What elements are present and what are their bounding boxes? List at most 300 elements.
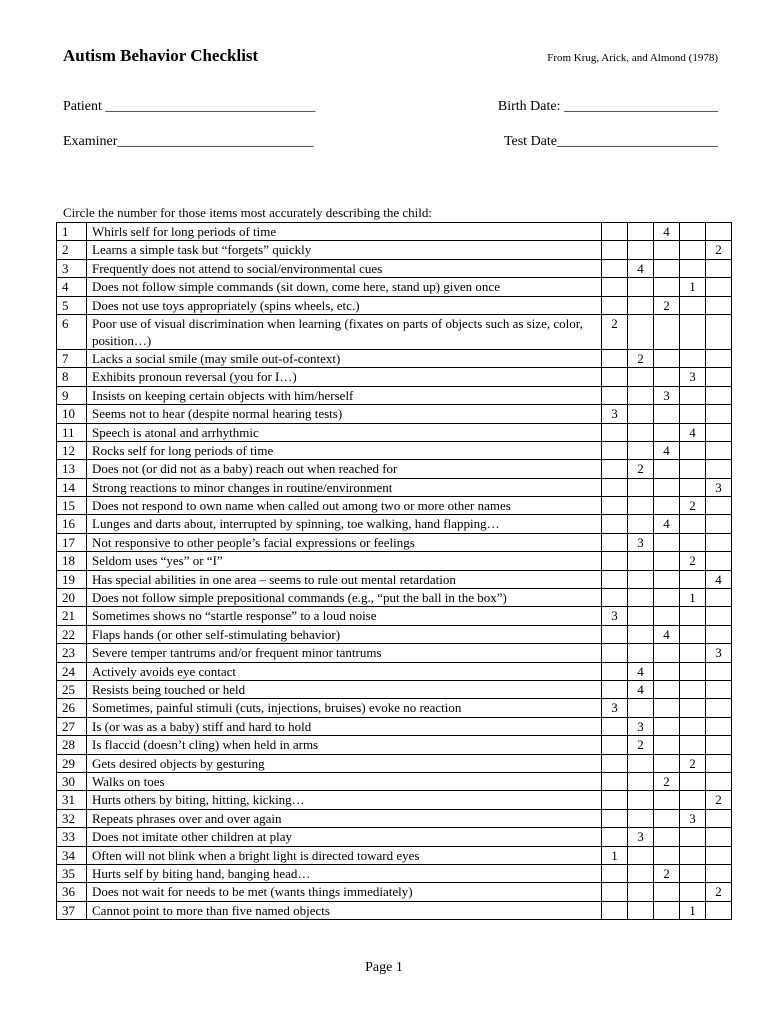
score-cell xyxy=(654,314,680,349)
score-cell xyxy=(654,552,680,570)
score-cell xyxy=(680,349,706,367)
item-number: 30 xyxy=(57,772,87,790)
checklist-row xyxy=(57,662,732,680)
score-cell xyxy=(628,883,654,901)
score-cell xyxy=(628,405,654,423)
score-cell xyxy=(680,680,706,698)
item-number: 3 xyxy=(57,259,87,277)
item-description: Hurts others by biting, hitting, kicking… xyxy=(87,791,602,809)
score-cell xyxy=(706,828,732,846)
checklist-row xyxy=(57,314,732,349)
score-cell xyxy=(680,460,706,478)
checklist-row xyxy=(57,644,732,662)
checklist-row xyxy=(57,589,732,607)
score-cell[interactable]: 1 xyxy=(680,589,706,607)
checklist-table xyxy=(56,222,732,920)
item-number: 8 xyxy=(57,368,87,386)
score-cell[interactable]: 1 xyxy=(602,846,628,864)
birth-date-field: Birth Date: ______________________ xyxy=(497,99,718,114)
score-cell xyxy=(602,662,628,680)
score-cell xyxy=(706,680,732,698)
score-cell[interactable]: 2 xyxy=(602,314,628,349)
checklist-row xyxy=(57,809,732,827)
score-cell xyxy=(680,386,706,404)
item-number: 12 xyxy=(57,441,87,459)
score-cell xyxy=(628,791,654,809)
score-cell[interactable]: 3 xyxy=(680,368,706,386)
score-cell xyxy=(602,589,628,607)
score-cell xyxy=(654,368,680,386)
score-cell xyxy=(706,625,732,643)
score-cell[interactable]: 4 xyxy=(628,680,654,698)
score-cell xyxy=(706,386,732,404)
score-cell xyxy=(602,901,628,919)
item-description: Not responsive to other people’s facial expressions or feelings xyxy=(87,533,602,551)
score-cell xyxy=(654,883,680,901)
score-cell xyxy=(654,828,680,846)
score-cell xyxy=(602,478,628,496)
item-description: Often will not blink when a bright light is directed toward eyes xyxy=(87,846,602,864)
item-number: 29 xyxy=(57,754,87,772)
score-cell[interactable]: 3 xyxy=(706,478,732,496)
score-cell xyxy=(706,864,732,882)
score-cell xyxy=(654,533,680,551)
score-cell[interactable]: 3 xyxy=(628,828,654,846)
item-number: 2 xyxy=(57,241,87,259)
checklist-row xyxy=(57,497,732,515)
item-description: Does not follow simple commands (sit down, come here, stand up) given once xyxy=(87,278,602,296)
checklist-row xyxy=(57,699,732,717)
item-number: 5 xyxy=(57,296,87,314)
score-cell xyxy=(706,223,732,241)
item-description: Does not (or did not as a baby) reach out when reached for xyxy=(87,460,602,478)
score-cell xyxy=(680,515,706,533)
checklist-row xyxy=(57,349,732,367)
checklist-row xyxy=(57,736,732,754)
score-cell[interactable]: 4 xyxy=(654,625,680,643)
item-number: 31 xyxy=(57,791,87,809)
score-cell xyxy=(680,259,706,277)
score-cell xyxy=(628,441,654,459)
item-description: Sometimes, painful stimuli (cuts, injections, bruises) evoke no reaction xyxy=(87,699,602,717)
score-cell xyxy=(706,552,732,570)
item-description: Lacks a social smile (may smile out-of-context) xyxy=(87,349,602,367)
score-cell xyxy=(628,625,654,643)
item-description: Gets desired objects by gesturing xyxy=(87,754,602,772)
score-cell xyxy=(654,846,680,864)
score-cell xyxy=(602,552,628,570)
score-cell[interactable]: 2 xyxy=(680,497,706,515)
page-number: Page 1 xyxy=(365,960,403,975)
item-number: 26 xyxy=(57,699,87,717)
score-cell[interactable]: 2 xyxy=(628,460,654,478)
score-cell xyxy=(680,699,706,717)
score-cell[interactable]: 4 xyxy=(706,570,732,588)
item-number: 19 xyxy=(57,570,87,588)
checklist-row xyxy=(57,883,732,901)
score-cell xyxy=(602,883,628,901)
instructions-text: Circle the number for those items most accurately describing the child: xyxy=(63,205,432,220)
score-cell xyxy=(654,791,680,809)
score-cell[interactable]: 4 xyxy=(654,223,680,241)
item-number: 7 xyxy=(57,349,87,367)
score-cell xyxy=(706,809,732,827)
score-cell xyxy=(680,478,706,496)
item-number: 34 xyxy=(57,846,87,864)
checklist-row xyxy=(57,772,732,790)
score-cell xyxy=(628,589,654,607)
item-description: Walks on toes xyxy=(87,772,602,790)
score-cell xyxy=(628,278,654,296)
item-number: 10 xyxy=(57,405,87,423)
score-cell[interactable]: 3 xyxy=(602,405,628,423)
score-cell xyxy=(680,314,706,349)
score-cell xyxy=(680,864,706,882)
score-cell xyxy=(680,296,706,314)
score-cell xyxy=(654,497,680,515)
score-cell[interactable]: 2 xyxy=(680,754,706,772)
score-cell xyxy=(680,791,706,809)
score-cell[interactable]: 3 xyxy=(602,699,628,717)
item-number: 22 xyxy=(57,625,87,643)
item-description: Is flaccid (doesn’t cling) when held in arms xyxy=(87,736,602,754)
score-cell xyxy=(602,441,628,459)
score-cell xyxy=(680,828,706,846)
item-description: Repeats phrases over and over again xyxy=(87,809,602,827)
score-cell xyxy=(680,736,706,754)
score-cell xyxy=(654,589,680,607)
score-cell xyxy=(602,772,628,790)
score-cell xyxy=(628,314,654,349)
checklist-row xyxy=(57,680,732,698)
score-cell xyxy=(654,699,680,717)
score-cell xyxy=(628,368,654,386)
score-cell[interactable]: 3 xyxy=(706,644,732,662)
item-number: 33 xyxy=(57,828,87,846)
score-cell xyxy=(654,607,680,625)
checklist-row xyxy=(57,552,732,570)
score-cell xyxy=(628,223,654,241)
score-cell xyxy=(706,589,732,607)
score-cell xyxy=(654,349,680,367)
score-cell xyxy=(602,515,628,533)
score-cell xyxy=(706,754,732,772)
item-description: Flaps hands (or other self-stimulating behavior) xyxy=(87,625,602,643)
item-description: Insists on keeping certain objects with him/herself xyxy=(87,386,602,404)
score-cell xyxy=(680,846,706,864)
score-cell xyxy=(602,864,628,882)
item-number: 20 xyxy=(57,589,87,607)
score-cell xyxy=(706,368,732,386)
checklist-row xyxy=(57,223,732,241)
item-number: 21 xyxy=(57,607,87,625)
checklist-row xyxy=(57,828,732,846)
score-cell xyxy=(680,570,706,588)
score-cell xyxy=(706,662,732,680)
item-number: 6 xyxy=(57,314,87,349)
item-description: Sometimes shows no “startle response” to a loud noise xyxy=(87,607,602,625)
score-cell xyxy=(654,901,680,919)
test-date-field: Test Date_______________________ xyxy=(503,134,718,149)
score-cell xyxy=(602,717,628,735)
item-number: 25 xyxy=(57,680,87,698)
item-description: Exhibits pronoun reversal (you for I…) xyxy=(87,368,602,386)
item-number: 28 xyxy=(57,736,87,754)
score-cell xyxy=(602,644,628,662)
checklist-row xyxy=(57,754,732,772)
item-number: 23 xyxy=(57,644,87,662)
item-description: Hurts self by biting hand, banging head… xyxy=(87,864,602,882)
item-description: Cannot point to more than five named objects xyxy=(87,901,602,919)
score-cell xyxy=(654,570,680,588)
item-description: Seems not to hear (despite normal hearing tests) xyxy=(87,405,602,423)
score-cell xyxy=(706,497,732,515)
score-cell xyxy=(628,570,654,588)
checklist-row xyxy=(57,846,732,864)
score-cell xyxy=(706,846,732,864)
item-description: Frequently does not attend to social/environmental cues xyxy=(87,259,602,277)
checklist-row xyxy=(57,441,732,459)
score-cell xyxy=(602,368,628,386)
score-cell xyxy=(680,533,706,551)
item-description: Does not wait for needs to be met (wants things immediately) xyxy=(87,883,602,901)
score-cell xyxy=(706,405,732,423)
score-cell xyxy=(628,296,654,314)
score-cell xyxy=(628,809,654,827)
checklist-row xyxy=(57,478,732,496)
score-cell[interactable]: 2 xyxy=(706,883,732,901)
source-citation: From Krug, Arick, and Almond (1978) xyxy=(547,52,718,64)
item-number: 24 xyxy=(57,662,87,680)
item-description: Resists being touched or held xyxy=(87,680,602,698)
score-cell xyxy=(602,349,628,367)
checklist-row xyxy=(57,259,732,277)
score-cell xyxy=(654,405,680,423)
item-description: Severe temper tantrums and/or frequent minor tantrums xyxy=(87,644,602,662)
score-cell xyxy=(680,441,706,459)
item-number: 16 xyxy=(57,515,87,533)
score-cell xyxy=(680,644,706,662)
checklist-row xyxy=(57,278,732,296)
score-cell xyxy=(602,497,628,515)
score-cell xyxy=(602,680,628,698)
score-cell xyxy=(602,533,628,551)
score-cell xyxy=(628,515,654,533)
score-cell xyxy=(602,423,628,441)
score-cell xyxy=(706,607,732,625)
score-cell[interactable]: 4 xyxy=(654,515,680,533)
score-cell xyxy=(680,223,706,241)
patient-field: Patient ______________________________ xyxy=(63,99,316,114)
score-cell xyxy=(706,717,732,735)
item-number: 1 xyxy=(57,223,87,241)
score-cell xyxy=(628,901,654,919)
item-number: 13 xyxy=(57,460,87,478)
score-cell xyxy=(628,607,654,625)
item-number: 32 xyxy=(57,809,87,827)
score-cell xyxy=(706,515,732,533)
checklist-row xyxy=(57,423,732,441)
item-number: 17 xyxy=(57,533,87,551)
score-cell xyxy=(602,570,628,588)
item-number: 27 xyxy=(57,717,87,735)
checklist-row xyxy=(57,717,732,735)
score-cell xyxy=(680,772,706,790)
score-cell xyxy=(680,405,706,423)
checklist-row xyxy=(57,607,732,625)
score-cell xyxy=(628,241,654,259)
score-cell xyxy=(706,901,732,919)
item-description: Strong reactions to minor changes in routine/environment xyxy=(87,478,602,496)
item-description: Whirls self for long periods of time xyxy=(87,223,602,241)
score-cell xyxy=(602,223,628,241)
score-cell xyxy=(654,644,680,662)
checklist-row xyxy=(57,864,732,882)
item-description: Does not imitate other children at play xyxy=(87,828,602,846)
score-cell xyxy=(680,717,706,735)
score-cell xyxy=(602,791,628,809)
item-description: Speech is atonal and arrhythmic xyxy=(87,423,602,441)
checklist-row xyxy=(57,901,732,919)
score-cell xyxy=(680,607,706,625)
checklist-row xyxy=(57,515,732,533)
item-number: 35 xyxy=(57,864,87,882)
item-description: Is (or was as a baby) stiff and hard to hold xyxy=(87,717,602,735)
score-cell[interactable]: 3 xyxy=(628,717,654,735)
score-cell xyxy=(680,662,706,680)
score-cell xyxy=(628,846,654,864)
score-cell[interactable]: 2 xyxy=(680,552,706,570)
item-description: Does not follow simple prepositional commands (e.g., “put the ball in the box”) xyxy=(87,589,602,607)
score-cell xyxy=(706,296,732,314)
score-cell xyxy=(602,754,628,772)
score-cell xyxy=(654,754,680,772)
score-cell xyxy=(654,809,680,827)
score-cell[interactable]: 2 xyxy=(706,791,732,809)
score-cell xyxy=(680,625,706,643)
item-description: Does not respond to own name when called out among two or more other names xyxy=(87,497,602,515)
score-cell xyxy=(706,314,732,349)
score-cell xyxy=(654,259,680,277)
checklist-row xyxy=(57,405,732,423)
score-cell xyxy=(628,772,654,790)
score-cell[interactable]: 3 xyxy=(654,386,680,404)
score-cell xyxy=(602,241,628,259)
score-cell xyxy=(628,423,654,441)
score-cell xyxy=(628,478,654,496)
score-cell xyxy=(654,241,680,259)
item-number: 4 xyxy=(57,278,87,296)
score-cell xyxy=(628,386,654,404)
score-cell[interactable]: 3 xyxy=(602,607,628,625)
item-description: Poor use of visual discrimination when learning (fixates on parts of objects such as size, color, position…) xyxy=(87,314,602,349)
score-cell[interactable]: 2 xyxy=(628,736,654,754)
item-description: Has special abilities in one area – seems to rule out mental retardation xyxy=(87,570,602,588)
score-cell xyxy=(602,259,628,277)
score-cell xyxy=(628,552,654,570)
score-cell xyxy=(706,533,732,551)
score-cell xyxy=(602,828,628,846)
score-cell[interactable]: 2 xyxy=(706,241,732,259)
score-cell xyxy=(654,662,680,680)
checklist-row xyxy=(57,791,732,809)
score-cell xyxy=(706,259,732,277)
score-cell xyxy=(654,423,680,441)
checklist-row xyxy=(57,533,732,551)
checklist-row xyxy=(57,570,732,588)
item-number: 11 xyxy=(57,423,87,441)
score-cell xyxy=(628,864,654,882)
score-cell xyxy=(706,423,732,441)
item-description: Seldom uses “yes” or “I” xyxy=(87,552,602,570)
item-description: Does not use toys appropriately (spins wheels, etc.) xyxy=(87,296,602,314)
score-cell xyxy=(628,754,654,772)
score-cell xyxy=(654,460,680,478)
score-cell xyxy=(602,278,628,296)
score-cell xyxy=(654,736,680,754)
item-number: 18 xyxy=(57,552,87,570)
checklist-row xyxy=(57,368,732,386)
score-cell xyxy=(602,296,628,314)
score-cell[interactable]: 3 xyxy=(628,533,654,551)
score-cell[interactable]: 2 xyxy=(654,772,680,790)
score-cell[interactable]: 2 xyxy=(628,349,654,367)
score-cell xyxy=(680,241,706,259)
score-cell xyxy=(706,699,732,717)
score-cell xyxy=(628,699,654,717)
score-cell[interactable]: 4 xyxy=(628,259,654,277)
item-description: Rocks self for long periods of time xyxy=(87,441,602,459)
document-title: Autism Behavior Checklist xyxy=(63,46,259,65)
score-cell xyxy=(602,625,628,643)
score-cell[interactable]: 3 xyxy=(680,809,706,827)
examiner-field: Examiner____________________________ xyxy=(63,134,314,149)
item-number: 37 xyxy=(57,901,87,919)
score-cell xyxy=(706,772,732,790)
score-cell[interactable]: 2 xyxy=(654,864,680,882)
checklist-row xyxy=(57,625,732,643)
score-cell[interactable]: 4 xyxy=(654,441,680,459)
score-cell[interactable]: 1 xyxy=(680,278,706,296)
checklist-row xyxy=(57,386,732,404)
checklist-body xyxy=(57,223,732,920)
score-cell[interactable]: 2 xyxy=(654,296,680,314)
score-cell xyxy=(628,644,654,662)
score-cell xyxy=(654,478,680,496)
score-cell xyxy=(602,736,628,754)
score-cell[interactable]: 1 xyxy=(680,901,706,919)
score-cell xyxy=(706,460,732,478)
score-cell xyxy=(706,349,732,367)
checklist-row xyxy=(57,241,732,259)
score-cell[interactable]: 4 xyxy=(680,423,706,441)
item-number: 36 xyxy=(57,883,87,901)
item-description: Actively avoids eye contact xyxy=(87,662,602,680)
score-cell xyxy=(654,680,680,698)
score-cell xyxy=(706,736,732,754)
score-cell xyxy=(602,809,628,827)
item-description: Lunges and darts about, interrupted by spinning, toe walking, hand flapping… xyxy=(87,515,602,533)
score-cell xyxy=(654,717,680,735)
score-cell xyxy=(706,441,732,459)
item-number: 9 xyxy=(57,386,87,404)
score-cell xyxy=(602,460,628,478)
item-number: 15 xyxy=(57,497,87,515)
score-cell[interactable]: 4 xyxy=(628,662,654,680)
item-number: 14 xyxy=(57,478,87,496)
score-cell xyxy=(680,883,706,901)
checklist-row xyxy=(57,296,732,314)
